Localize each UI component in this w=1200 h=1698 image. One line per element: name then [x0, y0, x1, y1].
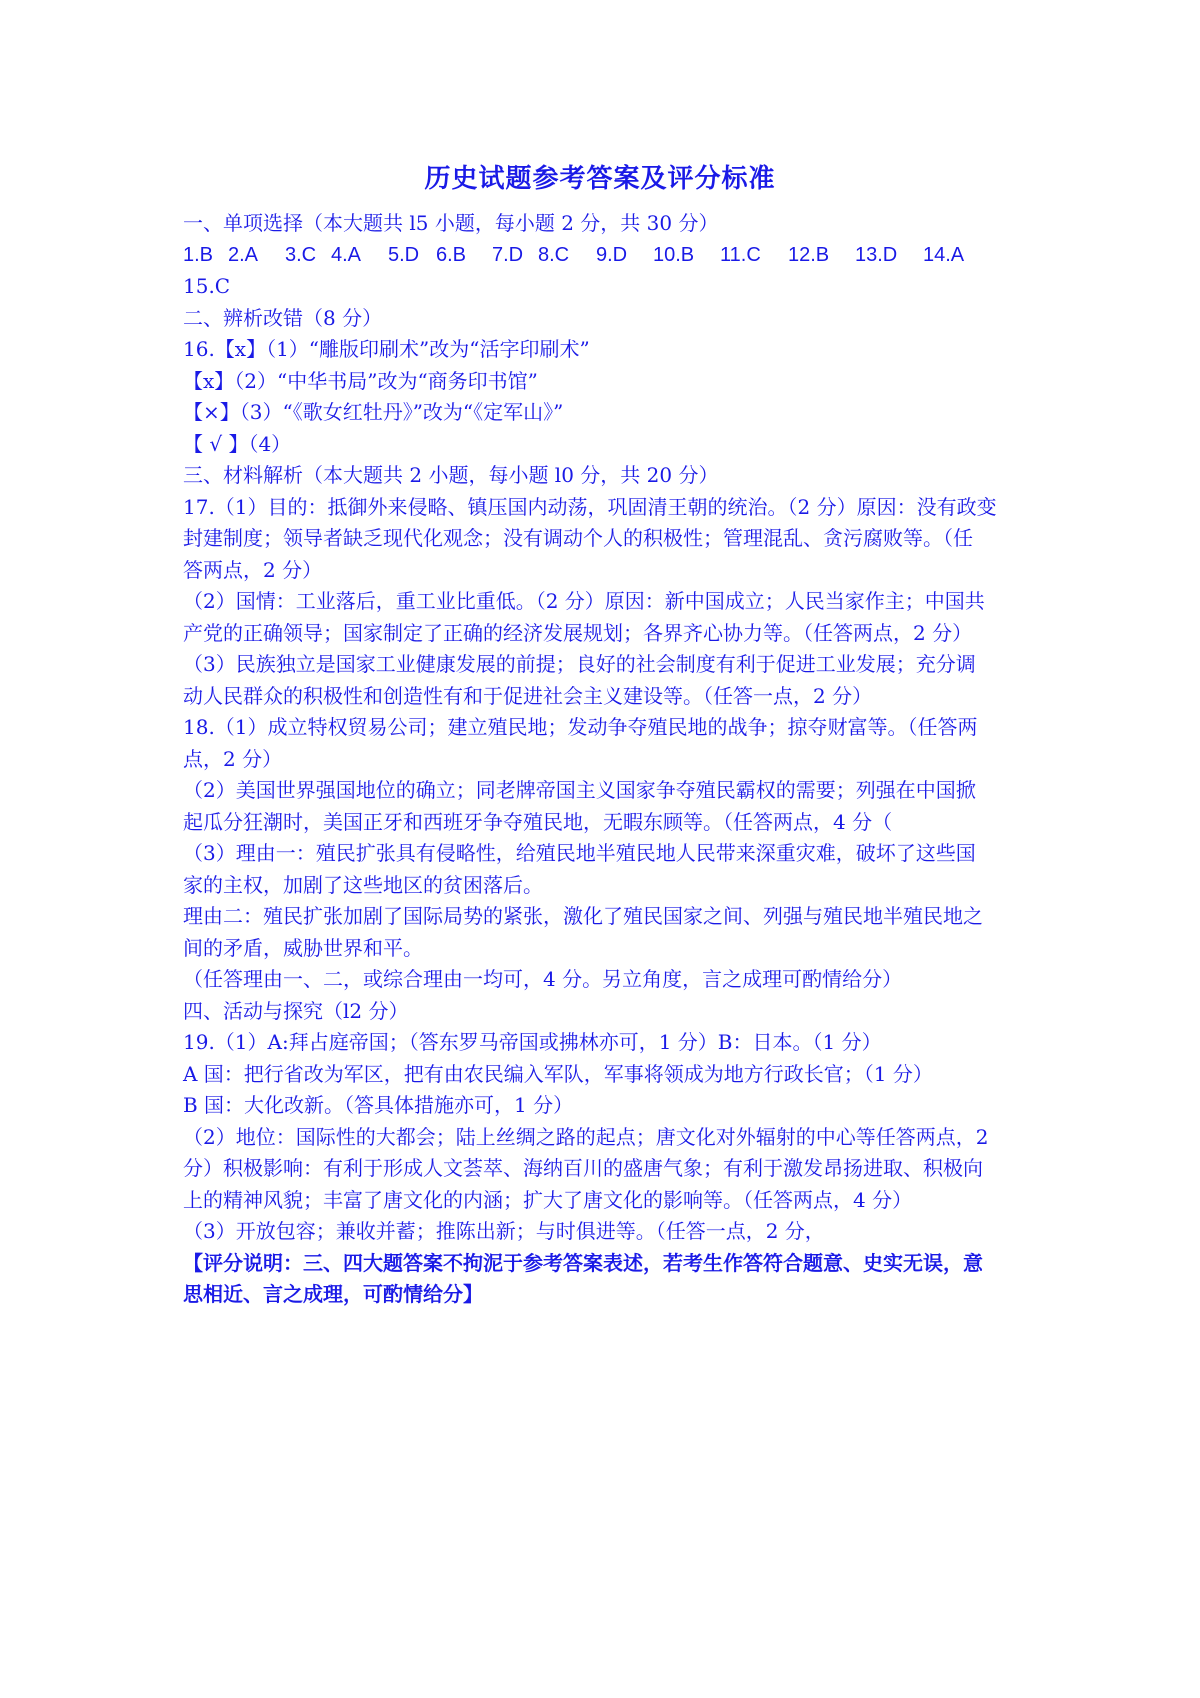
choice-answer: 2.A [228, 243, 259, 266]
text-line: 15.C [183, 274, 231, 298]
text-line: 17.（1）目的：抵御外来侵略、镇压国内动荡，巩固清王朝的统治。（2 分）原因：没有政变 [183, 494, 997, 519]
choice-answer: 1.B [183, 243, 214, 266]
choice-answer: 13.D [855, 243, 898, 266]
text-line: 【评分说明：三、四大题答案不拘泥于参考答案表述，若考生作答符合题意、史实无误，意 [183, 1250, 983, 1275]
text-line: 封建制度；领导者缺乏现代化观念；没有调动个人的积极性；管理混乱、贪污腐败等。（任 [183, 526, 973, 550]
choice-answer: 4.A [331, 243, 362, 266]
text-line: 动人民群众的积极性和创造性有和于促进社会主义建设等。（任答一点，2 分） [183, 683, 873, 708]
text-line: （2）美国世界强国地位的确立；同老牌帝国主义国家争夺殖民霸权的需要；列强在中国掀 [183, 778, 976, 802]
answer-content [183, 208, 1028, 1311]
text-line: 产党的正确领导；国家制定了正确的经济发展规划；各界齐心协力等。（任答两点，2 分） [183, 620, 973, 645]
text-line: 四、活动与探究（l2 分） [183, 998, 409, 1023]
text-line: 间的矛盾，威胁世界和平。 [183, 935, 423, 960]
text-line: 一、单项选择（本大题共 l5 小题，每小题 2 分，共 30 分） [183, 211, 719, 235]
page-title: 历史试题参考答案及评分标准 [424, 164, 776, 194]
text-line: 家的主权，加剧了这些地区的贫困落后。 [183, 872, 543, 897]
text-line: 起瓜分狂潮时，美国正牙和西班牙争夺殖民地，无暇东顾等。（任答两点，4 分（ [183, 809, 893, 834]
text-line: 答两点，2 分） [183, 557, 323, 582]
text-line: 18.（1）成立特权贸易公司；建立殖民地；发动争夺殖民地的战争；掠夺财富等。（任答两 [183, 715, 978, 739]
text-line: 【x】（2）“中华书局”改为“商务印书馆” [183, 368, 538, 393]
text-line: 上的精神风貌；丰富了唐文化的内涵；扩大了唐文化的影响等。（任答两点，4 分） [183, 1187, 913, 1212]
text-line: 19.（1）A:拜占庭帝国；（答东罗马帝国或拂林亦可，1 分）B：日本。（1 分） [183, 1030, 882, 1054]
text-line: 二、辨析改错（8 分） [183, 305, 383, 330]
text-line: 思相近、言之成理，可酌情给分】 [183, 1282, 483, 1306]
choice-answers-row [183, 240, 1028, 272]
text-line: （任答理由一、二，或综合理由一均可，4 分。另立角度，言之成理可酌情给分） [183, 967, 903, 991]
choice-answer: 14.A [923, 243, 965, 266]
text-line: （3）民族独立是国家工业健康发展的前提；良好的社会制度有利于促进工业发展；充分调 [183, 652, 976, 676]
choice-answer: 12.B [788, 243, 830, 266]
text-line: 分）积极影响：有利于形成人文荟萃、海纳百川的盛唐气象；有利于激发昂扬进取、积极向 [183, 1156, 983, 1180]
text-line: 16.【x】（1）“雕版印刷术”改为“活字印刷术” [183, 337, 590, 361]
choice-answer: 6.B [436, 243, 467, 266]
choice-answer: 5.D [388, 243, 420, 266]
text-line: 点，2 分） [183, 746, 283, 771]
text-line: 【 √ 】（4） [183, 431, 292, 456]
choice-answer: 3.C [285, 243, 317, 266]
text-line: 三、材料解析（本大题共 2 小题，每小题 l0 分，共 20 分） [183, 463, 719, 487]
choice-answer: 9.D [596, 243, 628, 266]
choice-answer: 8.C [538, 243, 570, 266]
choice-answer: 11.C [720, 243, 761, 266]
text-line: （2）国情：工业落后，重工业比重低。（2 分）原因：新中国成立；人民当家作主；中国共 [183, 589, 985, 613]
text-line: 【×】（3）“《歌女红牡丹》”改为“《定军山》” [183, 400, 564, 424]
text-line: 理由二：殖民扩张加剧了国际局势的紧张，激化了殖民国家之间、列强与殖民地半殖民地之 [183, 904, 983, 928]
choice-answer: 10.B [653, 243, 695, 266]
choice-answer: 7.D [492, 243, 524, 266]
text-line: B 国：大化改新。（答具体措施亦可，1 分） [183, 1093, 574, 1117]
text-line: （2）地位：国际性的大都会；陆上丝绸之路的起点；唐文化对外辐射的中心等任答两点，2 [183, 1124, 989, 1149]
text-line: （3）开放包容；兼收并蓄；推陈出新；与时俱进等。（任答一点，2 分， [183, 1219, 825, 1243]
text-line: （3）理由一：殖民扩张具有侵略性，给殖民地半殖民地人民带来深重灾难，破坏了这些国 [183, 841, 976, 865]
text-line: A 国：把行省改为军区，把有由农民编入军队，军事将领成为地方行政长官；（1 分） [183, 1061, 933, 1086]
